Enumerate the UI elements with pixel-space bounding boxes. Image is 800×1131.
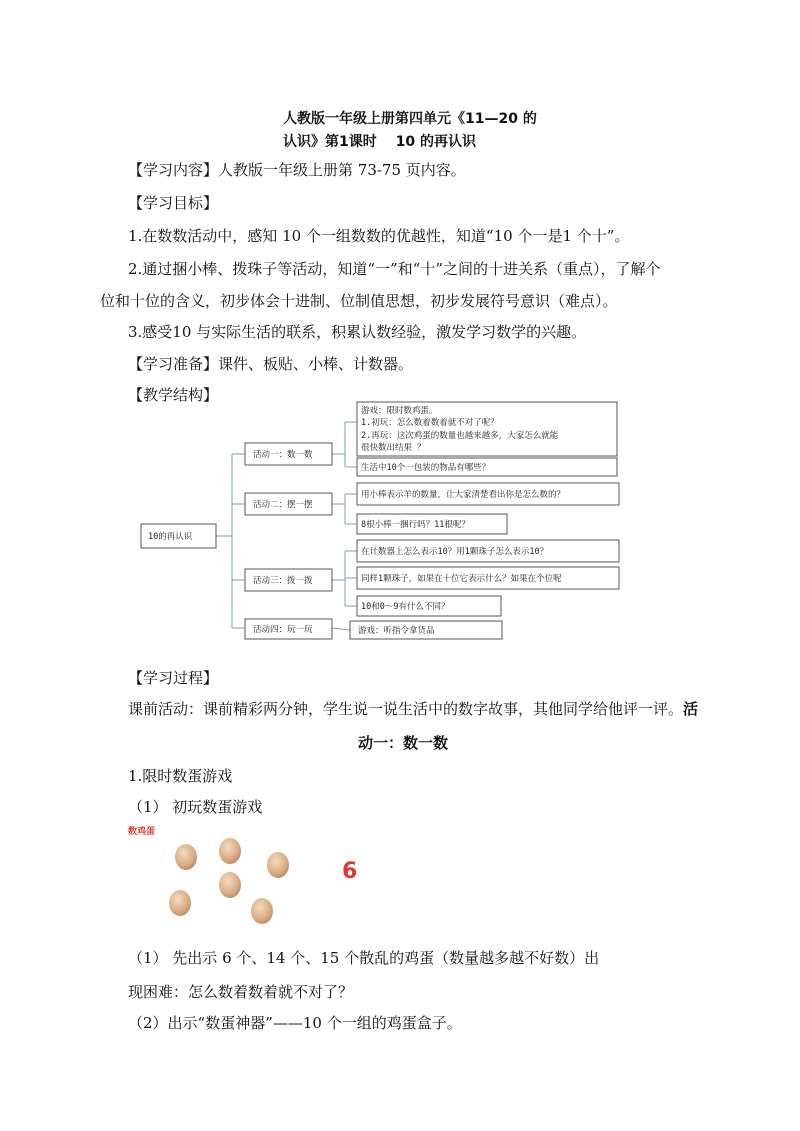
goals-heading: 【学习目标】 [128,194,219,212]
leaf-text: 用小棒表示羊的数量，让大家清楚看出你是怎么数的？ [361,490,566,500]
title-line-1: 人教版一年级上册第四单元《11—20 的 [283,111,537,127]
egg [267,852,289,878]
leaf-text: 在计数器上怎么表示10？用1颗珠子怎么表示10？ [361,547,549,557]
process-line-1-text: 课前活动：课前精彩两分钟，学生说一说生活中的数字故事，其他同学给他评一评。 [128,700,684,718]
structure-heading: 【教学结构】 [128,386,219,404]
activity-1-label: 活动一：数一数 [253,450,313,460]
leaf-text: 同样1颗珠子，如果在十位它表示什么？如果在个位呢 [361,574,562,584]
leaf-text: 游戏：限时数鸡蛋。 [361,406,438,416]
activity-2-label: 活动二：摆一摆 [253,500,313,510]
step-line-3: （2）出示“数蛋神器”——10 个一组的鸡蛋盒子。 [128,1014,462,1032]
leaf-text: 2.再玩：这次鸡蛋的数量也越来越多，大家怎么就能 [361,431,559,441]
game-title: 1.限时数蛋游戏 [128,767,233,785]
title-line-2: 认识》第1课时 10 的再认识 [283,134,476,150]
diagram-root-label: 10的再认识 [148,532,193,542]
prep-line: 【学习准备】课件、板贴、小棒、计数器。 [128,355,414,373]
process-line-1-bold: 活 [683,700,699,718]
goal-1: 1.在数数活动中，感知 10 个一组数数的优越性，知道“10 个一是1 个十”。 [128,227,630,245]
process-line-1 [128,699,698,719]
activity-one-heading: 动一：数一数 [358,734,449,752]
leaf-text: 8根小棒一捆行吗？11根呢？ [361,520,470,530]
egg [169,890,191,916]
egg-image-label: 数鸡蛋 [128,827,156,837]
goal-2-continued: 位和十位的含义，初步体会十进制、位制值思想，初步发展符号意识（难点）。 [100,292,618,310]
goal-2: 2.通过捆小棒、拨珠子等活动，知道“一”和“十”之间的十进关系（重点），了解个 [128,260,661,278]
step-line-2: 现困难：怎么数着数着就不对了？ [128,983,354,1001]
connector [332,628,350,630]
process-heading: 【学习过程】 [128,669,219,687]
content-line: 【学习内容】人教版一年级上册第 73-75 页内容。 [128,161,466,179]
step-line-1: （1） 先出示 6 个、14 个、15 个散乱的鸡蛋（数量越多越不好数）出 [128,949,600,967]
leaf-text: 很快数出结果 ？ [361,443,426,453]
egg [251,898,273,924]
goal-3: 3.感受10 与实际生活的联系，积累认数经验，激发学习数学的兴趣。 [128,323,587,341]
egg [219,838,241,864]
egg-count: 6 [342,859,358,884]
leaf-text: 生活中10个一包装的物品有哪些？ [361,463,491,473]
leaf-text: 游戏：听指令拿货品 [358,626,435,636]
teaching-structure-diagram [140,398,630,648]
activity-4-label: 活动四：玩一玩 [253,625,313,635]
eggs-illustration [162,835,302,935]
leaf-text: 10和0～9有什么不同？ [361,602,450,612]
game-subtitle: （1） 初玩数蛋游戏 [128,798,263,816]
activity-3-label: 活动三：拨一拨 [253,576,313,586]
leaf-text: 1.初玩：怎么数着数着就不对了呢？ [361,418,499,428]
egg [175,844,197,870]
egg [219,872,241,898]
